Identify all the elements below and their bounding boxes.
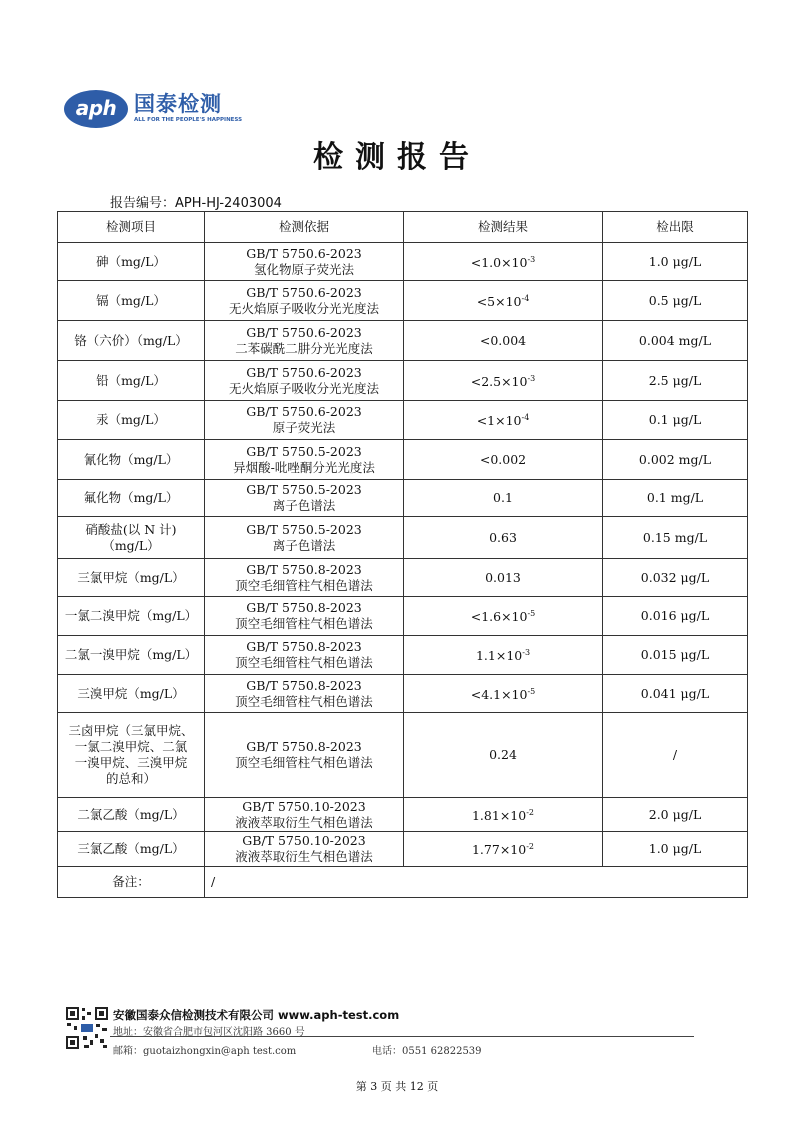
cell-item — [58, 636, 205, 675]
method-name: 顶空毛细管柱气相色谱法 — [235, 616, 373, 631]
result-exponent: -3 — [527, 373, 536, 383]
results-table — [57, 211, 748, 898]
cell-basis — [205, 361, 404, 401]
standard-code: GB/T 5750.5-2023 — [246, 521, 362, 537]
remark-label: 备注： — [58, 867, 205, 898]
header-item: 检测项目 — [58, 212, 205, 243]
logo-mark: aph — [64, 90, 128, 128]
cell-result — [404, 713, 603, 798]
item-text: 二氯一溴甲烷（mg/L） — [64, 647, 198, 662]
result-value: <5×10 — [476, 294, 522, 310]
item-text: 氰化物（mg/L） — [83, 451, 179, 467]
item-text: 三氯乙酸（mg/L） — [77, 841, 185, 856]
footer-email: 邮箱：guotaizhongxin@aph test.com — [113, 1046, 297, 1057]
cell-basis — [205, 321, 404, 361]
table-row — [58, 401, 748, 440]
standard-code: GB/T 5750.10-2023 — [242, 798, 366, 814]
cell-basis — [205, 559, 404, 597]
table-row — [58, 559, 748, 597]
standard-code: GB/T 5750.8-2023 — [246, 739, 362, 754]
cell-basis — [205, 517, 404, 559]
cell-basis — [205, 636, 404, 675]
table-row — [58, 798, 748, 832]
cell-result — [404, 832, 603, 867]
item-text: 镉（mg/L） — [96, 292, 166, 308]
cell-basis — [205, 440, 404, 480]
result-value: <4.1×10 — [470, 687, 528, 703]
standard-code: GB/T 5750.6-2023 — [246, 245, 362, 261]
item-text: 三卤甲烷（三氯甲烷、 — [68, 723, 194, 738]
cell-result — [404, 480, 603, 517]
cell-limit: 0.002 mg/L — [603, 440, 748, 480]
result-value: 0.63 — [489, 529, 517, 545]
cell-result — [404, 440, 603, 480]
footer-address: 地址：安徽省合肥市包河区沈阳路 3660 号 — [113, 1027, 305, 1038]
cell-result — [404, 361, 603, 401]
company-logo — [64, 88, 254, 132]
item-text: 氟化物（mg/L） — [83, 490, 179, 505]
cell-result — [404, 798, 603, 832]
standard-code: GB/T 5750.8-2023 — [246, 561, 362, 577]
remark-value: / — [205, 867, 748, 898]
method-name: 无火焰原子吸收分光光度法 — [228, 300, 379, 316]
cell-result — [404, 401, 603, 440]
standard-code: GB/T 5750.6-2023 — [246, 324, 362, 340]
item-text: 三溴甲烷（mg/L） — [77, 685, 185, 701]
table-body — [58, 243, 748, 898]
cell-limit: / — [603, 713, 748, 798]
method-name: 离子色谱法 — [272, 537, 336, 553]
cell-result — [404, 675, 603, 713]
table-row — [58, 517, 748, 559]
item-text: 一溴甲烷、三溴甲烷 — [74, 755, 188, 770]
method-name: 异烟酸-吡唑酮分光光度法 — [233, 459, 375, 475]
cell-result — [404, 597, 603, 636]
cell-result — [404, 243, 603, 281]
result-exponent: -4 — [521, 413, 530, 423]
standard-code: GB/T 5750.8-2023 — [246, 677, 362, 693]
result-exponent: -2 — [526, 842, 534, 852]
method-name: 顶空毛细管柱气相色谱法 — [235, 693, 373, 709]
cell-item — [58, 675, 205, 713]
result-value: <0.002 — [479, 451, 527, 467]
cell-basis — [205, 597, 404, 636]
cell-basis — [205, 243, 404, 281]
company-website[interactable]: www.aph-test.com — [278, 1008, 400, 1022]
item-text: 一氯二溴甲烷、二氯 — [74, 739, 188, 754]
report-number: 报告编号：APH-HJ-2403004 — [110, 196, 282, 211]
standard-code: GB/T 5750.8-2023 — [246, 639, 362, 654]
item-text: 汞（mg/L） — [96, 412, 166, 427]
cell-item — [58, 440, 205, 480]
item-text: 硝酸盐(以 N 计) — [85, 521, 177, 537]
table-header-row — [58, 212, 748, 243]
method-name: 原子荧光法 — [272, 420, 336, 435]
standard-code: GB/T 5750.6-2023 — [246, 284, 362, 300]
cell-basis — [205, 480, 404, 517]
result-exponent: -5 — [527, 686, 536, 696]
cell-item — [58, 597, 205, 636]
standard-code: GB/T 5750.5-2023 — [246, 482, 362, 497]
table-row — [58, 321, 748, 361]
cell-limit: 0.015 μg/L — [603, 636, 748, 675]
method-name: 离子色谱法 — [272, 498, 336, 513]
cell-limit: 0.016 μg/L — [603, 597, 748, 636]
cell-basis — [205, 675, 404, 713]
method-name: 无火焰原子吸收分光光度法 — [228, 380, 379, 396]
item-text: 三氯甲烷（mg/L） — [77, 569, 185, 585]
cell-basis — [205, 281, 404, 321]
result-value: <1.0×10 — [470, 255, 528, 271]
cell-limit: 1.0 μg/L — [603, 832, 748, 867]
result-value: 1.81×10 — [471, 808, 527, 824]
standard-code: GB/T 5750.5-2023 — [246, 443, 362, 459]
item-text: （mg/L） — [102, 537, 160, 553]
cell-limit: 0.1 mg/L — [603, 480, 748, 517]
cell-item — [58, 281, 205, 321]
cell-item — [58, 798, 205, 832]
table-row — [58, 281, 748, 321]
result-value: 1.77×10 — [471, 842, 527, 858]
cell-item — [58, 559, 205, 597]
header-limit: 检出限 — [603, 212, 748, 243]
item-text: 二氯乙酸（mg/L） — [77, 806, 185, 822]
method-name: 二苯碳酰二肼分光光度法 — [235, 340, 373, 356]
header-result: 检测结果 — [404, 212, 603, 243]
cell-item — [58, 713, 205, 798]
cell-basis — [205, 832, 404, 867]
page-number: 第 3 页 共 12 页 — [355, 1080, 439, 1093]
result-value: 0.013 — [485, 569, 521, 585]
method-name: 氢化物原子荧光法 — [253, 261, 354, 277]
result-exponent: -3 — [522, 648, 531, 658]
result-exponent: -2 — [526, 807, 534, 817]
result-value: <1×10 — [476, 413, 522, 429]
cell-basis — [205, 401, 404, 440]
result-value: 0.1 — [493, 490, 513, 505]
standard-code: GB/T 5750.6-2023 — [246, 404, 362, 419]
result-value: 0.24 — [489, 747, 517, 762]
result-exponent: -5 — [527, 609, 536, 619]
cell-basis — [205, 798, 404, 832]
table-row — [58, 597, 748, 636]
cell-limit: 0.15 mg/L — [603, 517, 748, 559]
table-row — [58, 832, 748, 867]
method-name: 液液萃取衍生气相色谱法 — [235, 849, 373, 864]
item-text: 一氯二溴甲烷（mg/L） — [64, 608, 198, 623]
cell-limit: 0.004 mg/L — [603, 321, 748, 361]
method-name: 顶空毛细管柱气相色谱法 — [235, 655, 373, 670]
cell-basis — [205, 713, 404, 798]
cell-limit: 1.0 μg/L — [603, 243, 748, 281]
cell-item — [58, 243, 205, 281]
result-value: <1.6×10 — [470, 609, 528, 625]
method-name: 顶空毛细管柱气相色谱法 — [235, 577, 373, 593]
cell-result — [404, 559, 603, 597]
item-text: 的总和） — [105, 771, 156, 786]
result-value: <2.5×10 — [470, 374, 528, 390]
cell-limit: 2.5 μg/L — [603, 361, 748, 401]
company-name: 安徽国泰众信检测技术有限公司 — [113, 1008, 274, 1022]
method-name: 液液萃取衍生气相色谱法 — [235, 814, 373, 830]
cell-item — [58, 517, 205, 559]
logo-name: 国泰检测 — [134, 92, 222, 116]
remark-row — [58, 867, 748, 898]
footer-divider — [110, 1036, 694, 1037]
standard-code: GB/T 5750.6-2023 — [246, 364, 362, 380]
cell-result — [404, 636, 603, 675]
cell-item — [58, 832, 205, 867]
cell-result — [404, 517, 603, 559]
report-title: 检测报告 — [313, 140, 481, 175]
cell-limit: 0.041 μg/L — [603, 675, 748, 713]
table-row — [58, 361, 748, 401]
qr-code-icon — [65, 1006, 109, 1050]
table-row — [58, 675, 748, 713]
result-exponent: -4 — [521, 293, 530, 303]
result-value: 1.1×10 — [475, 648, 523, 664]
cell-limit: 0.032 μg/L — [603, 559, 748, 597]
cell-item — [58, 480, 205, 517]
standard-code: GB/T 5750.10-2023 — [242, 833, 366, 848]
footer-company — [113, 1007, 399, 1023]
item-text: 铬（六价）（mg/L） — [74, 332, 188, 348]
footer-phone: 电话：0551 62822539 — [372, 1046, 482, 1057]
cell-item — [58, 361, 205, 401]
cell-limit: 0.5 μg/L — [603, 281, 748, 321]
table-row — [58, 713, 748, 798]
cell-result — [404, 281, 603, 321]
logo-tagline: ALL FOR THE PEOPLE'S HAPPINESS — [134, 117, 243, 123]
item-text: 铅（mg/L） — [96, 372, 166, 388]
cell-item — [58, 321, 205, 361]
cell-limit: 0.1 μg/L — [603, 401, 748, 440]
table-row — [58, 636, 748, 675]
header-basis: 检测依据 — [205, 212, 404, 243]
result-exponent: -3 — [527, 254, 536, 264]
standard-code: GB/T 5750.8-2023 — [246, 600, 362, 615]
item-text: 砷（mg/L） — [96, 253, 166, 269]
cell-result — [404, 321, 603, 361]
result-value: <0.004 — [479, 332, 527, 348]
table-row — [58, 440, 748, 480]
table-row — [58, 243, 748, 281]
cell-limit: 2.0 μg/L — [603, 798, 748, 832]
method-name: 顶空毛细管柱气相色谱法 — [235, 755, 373, 770]
cell-item — [58, 401, 205, 440]
table-row — [58, 480, 748, 517]
